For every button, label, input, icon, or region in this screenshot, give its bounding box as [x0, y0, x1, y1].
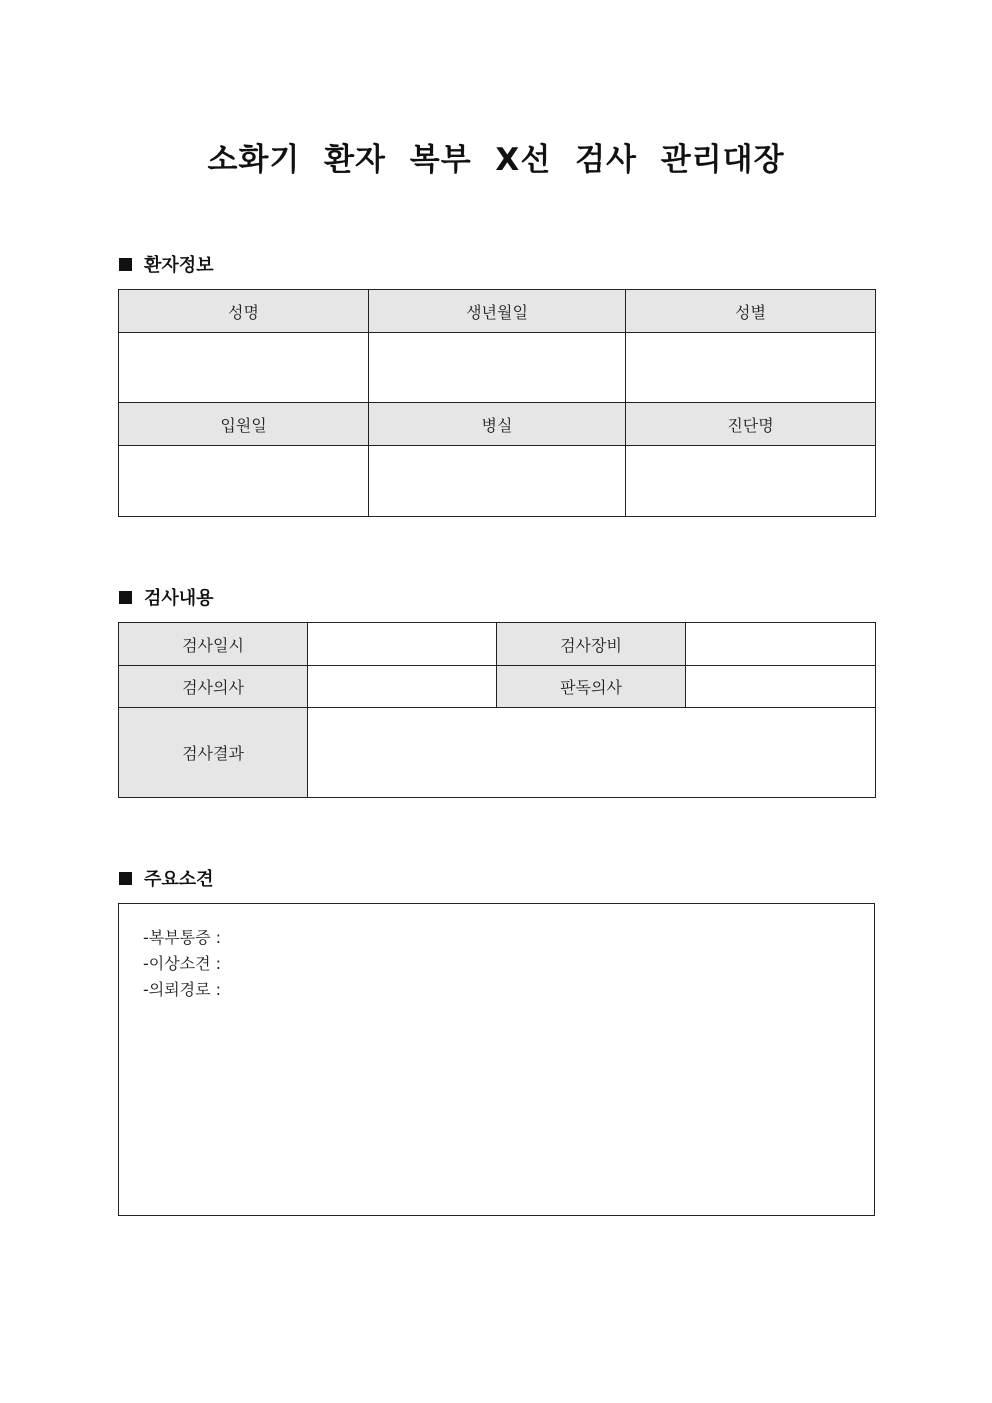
room-field[interactable] — [369, 446, 626, 517]
square-bullet-icon — [119, 258, 132, 271]
diagnosis-field[interactable] — [626, 446, 876, 517]
label-exam-equipment: 검사장비 — [497, 623, 686, 666]
sex-field[interactable] — [626, 333, 876, 403]
section-title: 검사내용 — [144, 588, 214, 609]
patient-info-table — [118, 289, 876, 517]
square-bullet-icon — [119, 872, 132, 885]
header-room: 병실 — [369, 403, 626, 446]
reading-doctor-field[interactable] — [686, 666, 876, 708]
section-title: 주요소견 — [144, 869, 214, 890]
section-heading-findings — [119, 866, 214, 890]
birthdate-field[interactable] — [369, 333, 626, 403]
header-birthdate: 생년월일 — [369, 290, 626, 333]
header-sex: 성별 — [626, 290, 876, 333]
header-admission-date: 입원일 — [119, 403, 369, 446]
exam-result-field[interactable] — [308, 708, 876, 798]
exam-info-table — [118, 622, 876, 798]
section-heading-patient — [119, 252, 214, 276]
document-title: 소화기 환자 복부 X선 검사 관리대장 — [207, 142, 785, 178]
name-field[interactable] — [119, 333, 369, 403]
label-exam-doctor: 검사의사 — [119, 666, 308, 708]
exam-equipment-field[interactable] — [686, 623, 876, 666]
label-reading-doctor: 판독의사 — [497, 666, 686, 708]
label-exam-date: 검사일시 — [119, 623, 308, 666]
section-title: 환자정보 — [144, 255, 214, 276]
finding-abnormal: -이상소견 : — [143, 954, 222, 973]
section-heading-exam — [119, 585, 214, 609]
finding-abdominal-pain: -복부통증 : — [143, 928, 222, 947]
exam-date-field[interactable] — [308, 623, 497, 666]
label-exam-result: 검사결과 — [119, 708, 308, 798]
header-diagnosis: 진단명 — [626, 403, 876, 446]
admission-date-field[interactable] — [119, 446, 369, 517]
square-bullet-icon — [119, 591, 132, 604]
exam-doctor-field[interactable] — [308, 666, 497, 708]
findings-box[interactable] — [118, 903, 875, 1216]
header-name: 성명 — [119, 290, 369, 333]
finding-referral-route: -의뢰경로 : — [143, 980, 222, 999]
